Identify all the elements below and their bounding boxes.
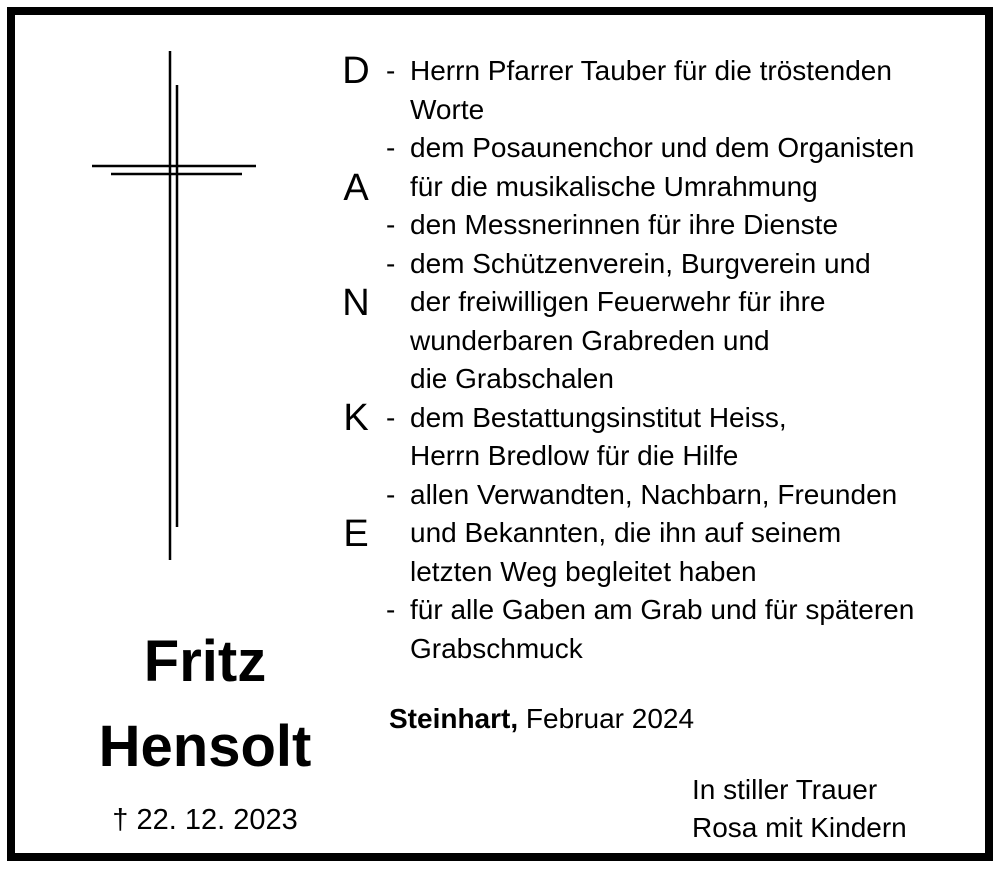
thanks-line: letzten Weg begleitet haben [410,555,757,587]
closing-line-2: Rosa mit Kindern [692,812,907,843]
last-name: Hensolt [98,714,312,779]
thanks-list [386,52,914,668]
date: Februar 2024 [525,703,695,734]
obituary-notice [7,7,993,861]
closing-line-1: In stiller Trauer [692,774,878,805]
thanks-line: - für alle Gaben am Grab und für späteren [386,594,915,625]
thanks-line: Herrn Bredlow für die Hilfe [410,440,739,471]
cross-icon [15,15,295,575]
thanks-line: Worte [410,93,485,125]
thanks-line: und Bekannten, die ihn auf seinem [410,517,842,548]
thanks-line: Grabschmuck [410,632,583,664]
acrostic-letter: K [343,397,369,439]
death-date: † 22. 12. 2023 [112,804,298,836]
acrostic-letter: E [343,513,369,555]
closing [692,771,907,847]
acrostic-letter: A [343,167,369,209]
acrostic-letter: N [342,282,370,324]
acrostic-letter: D [342,50,370,92]
first-name: Fritz [143,629,267,694]
thanks-line: - allen Verwandten, Nachbarn, Freunden [386,478,898,510]
thanks-line: - den Messnerinnen für ihre Dienste [386,209,839,240]
thanks-line: - dem Schützenverein, Burgverein und [386,247,871,279]
thanks-line: - dem Posaunenchor und dem Organisten [386,132,915,163]
thanks-line: der freiwilligen Feuerwehr für ihre [410,286,826,317]
thanks-line: für die musikalische Umrahmung [410,170,818,202]
thanks-line: wunderbaren Grabreden und [410,324,770,356]
place-date [389,701,694,737]
place: Steinhart, [389,703,519,734]
thanks-line: - dem Bestattungsinstitut Heiss, [386,401,787,433]
thanks-line: - Herrn Pfarrer Tauber für die tröstenden [386,55,892,86]
thanks-line: die Grabschalen [410,363,614,394]
